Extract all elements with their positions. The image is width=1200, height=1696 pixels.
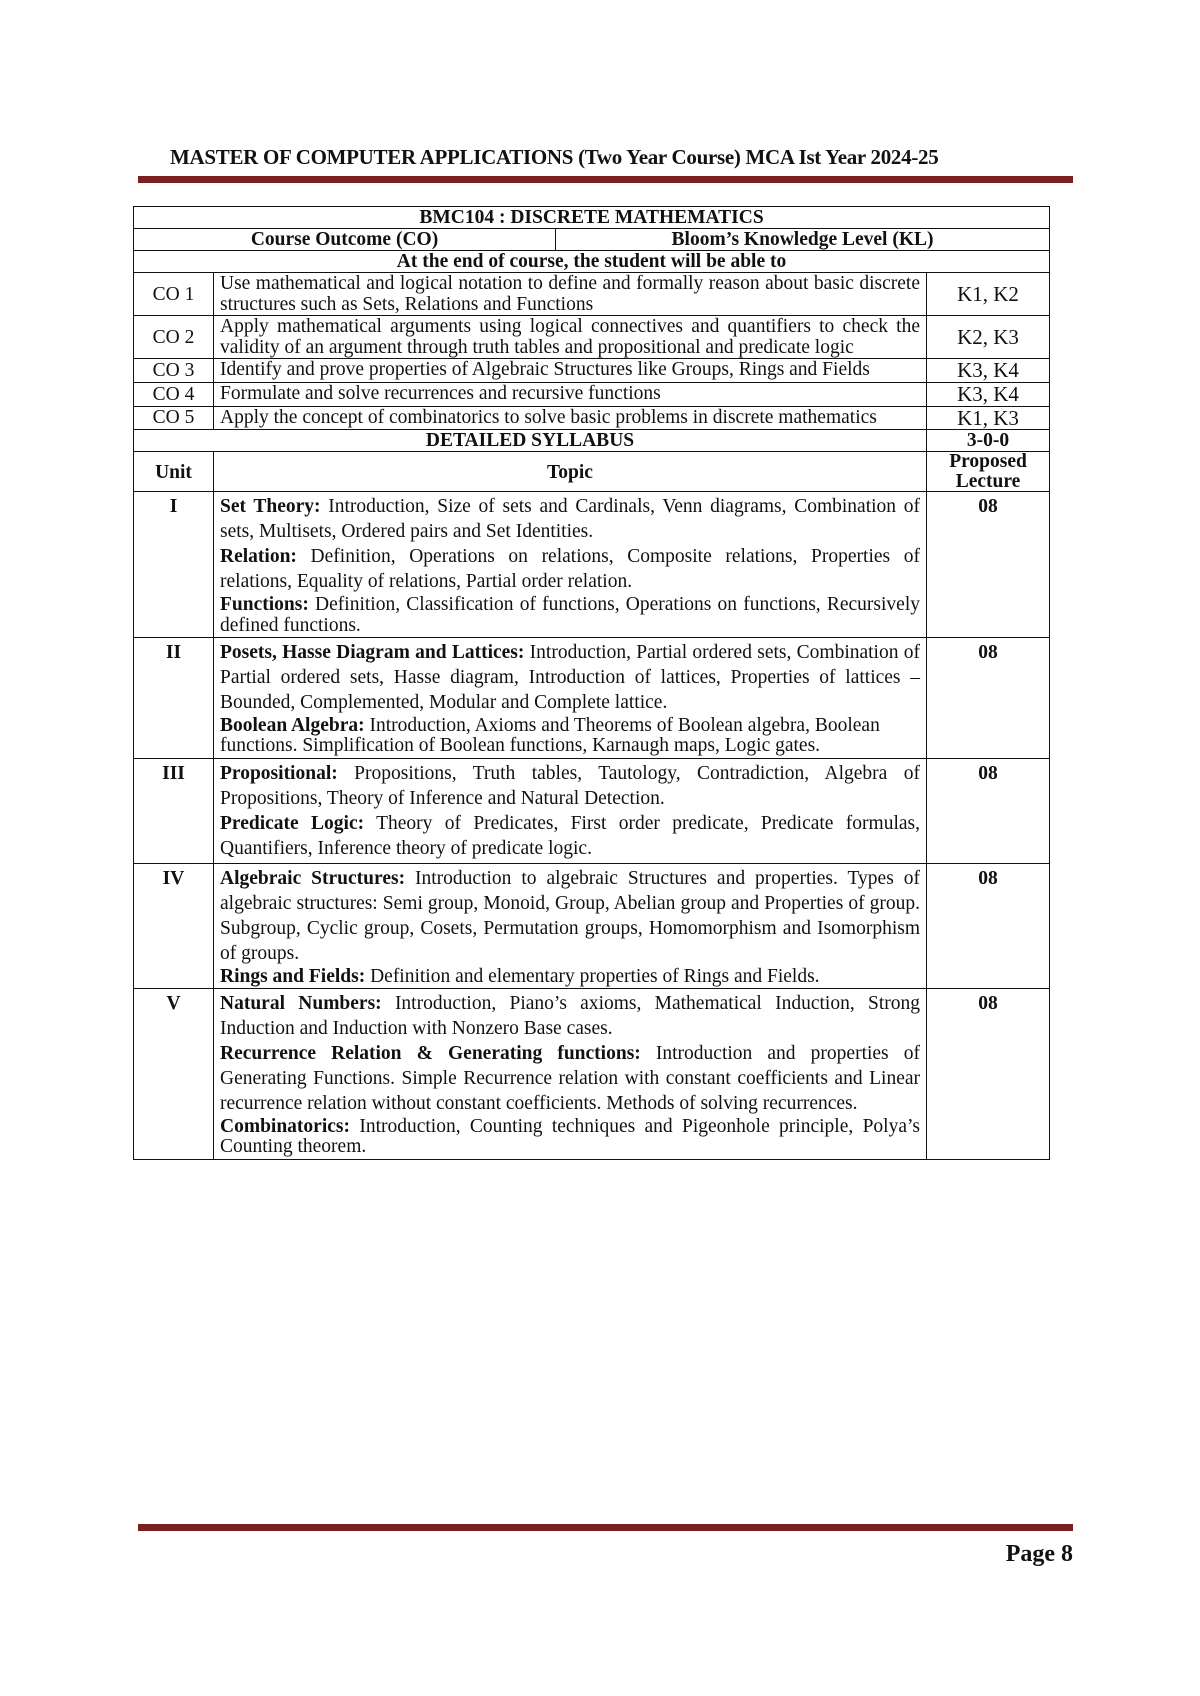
topic-lead: Predicate Logic: <box>220 812 365 834</box>
kl-header: Bloom’s Knowledge Level (KL) <box>556 229 1050 251</box>
topic-lead: Posets, Hasse Diagram and Lattices: <box>220 642 525 664</box>
unit-column-header: Unit <box>134 452 214 492</box>
topic-text: functions. Simplification of Boolean functions, Karnaugh maps, Logic gates. <box>220 735 821 757</box>
topic-paragraph <box>220 545 920 595</box>
lecture-count: 08 <box>927 758 1050 863</box>
co-row <box>134 406 1050 430</box>
course-title-row <box>134 207 1050 229</box>
outcome-header-row <box>134 229 1050 251</box>
unit-topics <box>214 492 927 638</box>
topic-paragraph <box>220 1042 920 1117</box>
topic-paragraph <box>220 812 920 862</box>
co-id: CO 5 <box>134 406 214 430</box>
topic-lead: Propositional: <box>220 762 338 784</box>
topic-paragraph <box>220 867 920 967</box>
topic-lead: Recurrence Relation & Generating functions: <box>220 1042 641 1064</box>
topic-text: Introduction, Counting techniques and Pigeonhole principle, Polya’s Counting theorem. <box>220 1115 920 1158</box>
topic-paragraph <box>220 992 920 1042</box>
unit-topics <box>214 863 927 988</box>
syllabus-title: DETAILED SYLLABUS <box>134 430 927 452</box>
co-kl: K3, K4 <box>927 359 1050 383</box>
topic-lead: Boolean Algebra: <box>220 715 365 736</box>
topic-lead: Relation: <box>220 546 297 568</box>
ltp-value: 3-0-0 <box>927 430 1050 452</box>
unit-row <box>134 758 1050 863</box>
topic-text: Introduction, Axioms and Theorems of Boolean algebra, Boolean <box>364 715 880 736</box>
topic-paragraph <box>220 716 920 736</box>
lecture-count: 08 <box>927 492 1050 638</box>
unit-row <box>134 863 1050 988</box>
topic-lead: Combinatorics: <box>220 1115 350 1137</box>
co-kl: K2, K3 <box>927 316 1050 359</box>
topic-lead: Rings and Fields: <box>220 965 366 987</box>
unit-number: I <box>134 492 214 638</box>
co-text: Apply mathematical arguments using logical connectives and quantifiers to check the validity of an argument through truth tables and propositional and predicate logic <box>214 316 927 359</box>
topic-text: Introduction and properties of Generating Functions. Simple Recurrence relation with constant coefficients and Linear recurrence relation without constant coefficients. Methods of solving recurrences. <box>220 1042 920 1114</box>
intro-row <box>134 251 1050 273</box>
topic-text: Definition, Classification of functions, Operations on functions, Recursively defined functions. <box>220 594 920 636</box>
syllabus-title-row <box>134 430 1050 452</box>
co-header: Course Outcome (CO) <box>134 229 556 251</box>
lecture-count: 08 <box>927 638 1050 759</box>
topic-paragraph <box>220 495 920 545</box>
co-id: CO 1 <box>134 273 214 316</box>
topic-paragraph <box>220 595 920 636</box>
topic-text: Propositions, Truth tables, Tautology, Contradiction, Algebra of Propositions, Theory of Inference and Natural Detection. <box>220 762 920 809</box>
unit-number: II <box>134 638 214 759</box>
co-row <box>134 316 1050 359</box>
topic-lead: Algebraic Structures: <box>220 867 406 889</box>
topic-lead: Set Theory: <box>220 496 321 518</box>
topic-column-header: Topic <box>214 452 927 492</box>
unit-number: III <box>134 758 214 863</box>
footer-rule <box>138 1524 1073 1531</box>
co-text: Use mathematical and logical notation to define and formally reason about basic discrete structures such as Sets, Relations and Functions <box>214 273 927 316</box>
co-id: CO 3 <box>134 359 214 383</box>
topic-text: Introduction to algebraic Structures and properties. Types of algebraic structures: Semi group, Monoid, Group, Abelian group and Properties of group. Subgroup, Cyclic group, Cosets, Permutation groups, Homomorphism and Isomorphism of groups. <box>220 867 920 964</box>
co-text: Identify and prove properties of Algebraic Structures like Groups, Rings and Fields <box>214 359 927 383</box>
unit-topics <box>214 989 927 1160</box>
unit-row <box>134 989 1050 1160</box>
topic-paragraph <box>220 967 920 987</box>
course-title: BMC104 : DISCRETE MATHEMATICS <box>134 207 1050 229</box>
topic-lead: Natural Numbers: <box>220 993 382 1015</box>
co-id: CO 2 <box>134 316 214 359</box>
unit-row <box>134 492 1050 638</box>
co-row <box>134 359 1050 383</box>
unit-number: V <box>134 989 214 1160</box>
header-rule <box>138 176 1073 183</box>
co-kl: K1, K3 <box>927 406 1050 430</box>
course-intro: At the end of course, the student will be able to <box>134 251 1050 273</box>
topic-lead: Functions: <box>220 594 309 616</box>
page-number: Page 8 <box>1005 1541 1073 1567</box>
topic-text: Theory of Predicates, First order predicate, Predicate formulas, Quantifiers, Inference theory of predicate logic. <box>220 812 920 859</box>
co-text: Apply the concept of combinatorics to solve basic problems in discrete mathematics <box>214 406 927 430</box>
topic-paragraph <box>220 762 920 812</box>
topic-paragraph <box>220 736 920 756</box>
unit-number: IV <box>134 863 214 988</box>
document-header: MASTER OF COMPUTER APPLICATIONS (Two Year Course) MCA Ist Year 2024-25 <box>170 145 939 169</box>
lecture-count: 08 <box>927 989 1050 1160</box>
syllabus-header-row <box>134 452 1050 492</box>
unit-topics <box>214 758 927 863</box>
topic-text: Definition and elementary properties of Rings and Fields. <box>365 965 820 987</box>
lecture-column-header: Proposed Lecture <box>927 452 1050 492</box>
co-row <box>134 383 1050 407</box>
co-kl: K1, K2 <box>927 273 1050 316</box>
unit-topics <box>214 638 927 759</box>
topic-paragraph <box>220 1117 920 1158</box>
topic-text: Introduction, Size of sets and Cardinals, Venn diagrams, Combination of sets, Multisets, Ordered pairs and Set Identities. <box>220 496 921 543</box>
syllabus-table <box>133 206 1050 1160</box>
co-id: CO 4 <box>134 383 214 407</box>
unit-row <box>134 638 1050 759</box>
co-kl: K3, K4 <box>927 383 1050 407</box>
topic-text: Introduction, Partial ordered sets, Combination of Partial ordered sets, Hasse diagram, Introduction of lattices, Properties of lattices – Bounded, Complemented, Modular and Complete lattice. <box>220 642 920 714</box>
co-row <box>134 273 1050 316</box>
topic-paragraph <box>220 641 920 716</box>
lecture-count: 08 <box>927 863 1050 988</box>
co-text: Formulate and solve recurrences and recursive functions <box>214 383 927 407</box>
topic-text: Introduction, Piano’s axioms, Mathematical Induction, Strong Induction and Induction with Nonzero Base cases. <box>220 993 920 1039</box>
topic-text: Definition, Operations on relations, Composite relations, Properties of relations, Equality of relations, Partial order relation. <box>220 546 920 593</box>
